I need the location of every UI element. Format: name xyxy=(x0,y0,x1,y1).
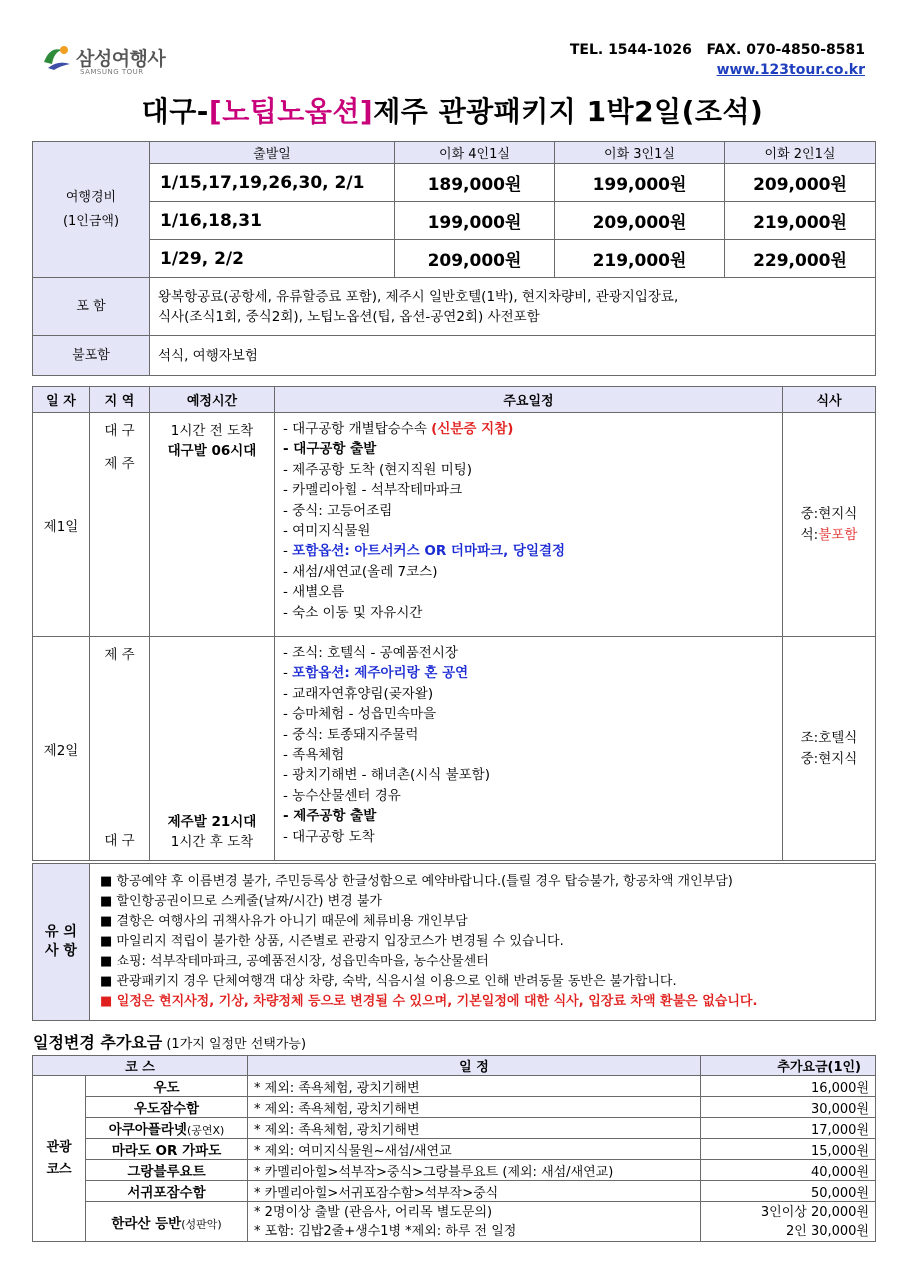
schedule-item: - 대구공항 도착 xyxy=(283,828,375,845)
course-name: 그랑블루요트 xyxy=(127,1164,206,1180)
extras-schedule: * 카멜리아힐>석부작>중식>그랑블루요트 (제외: 새섬/새연교) xyxy=(248,1160,701,1181)
extras-price: 40,000원 xyxy=(701,1160,876,1181)
day-label: 제2일 xyxy=(33,637,90,861)
include-line2: 식사(조식1회, 중식2회), 노팁노옵션(팁, 옵션-공연2회) 사전포함 xyxy=(158,308,540,325)
meal-excluded: 불포함 xyxy=(818,526,858,543)
day1-meals xyxy=(783,413,876,637)
course-note: (성판악) xyxy=(181,1217,222,1231)
region: 제 주 xyxy=(104,456,135,472)
extras-course xyxy=(86,1076,248,1097)
schedule-text: - 대구공항 개별탑승수속 xyxy=(283,421,432,437)
header-meal: 식사 xyxy=(783,387,876,413)
extras-header-price: 추가요금(1인) xyxy=(701,1056,876,1076)
note-item: ■ 쇼핑: 석부작테마파크, 공예품전시장, 성읍민속마을, 농수산물센터 xyxy=(100,954,489,969)
extras-schedule: * 제외: 족욕체험, 광치기해변 xyxy=(248,1097,701,1118)
time: 1시간 후 도착 xyxy=(170,834,254,850)
schedule-warning: (신분증 지참) xyxy=(431,421,514,437)
notes-label xyxy=(33,864,90,1021)
meal-prefix: 석: xyxy=(800,526,819,543)
region: 대 구 xyxy=(104,423,135,439)
extras-category xyxy=(33,1076,86,1242)
extras-price: 50,000원 xyxy=(701,1181,876,1202)
schedule-option: 포함옵션: 아트서커스 OR 더마파크, 당일결정 xyxy=(292,543,566,560)
price-row xyxy=(33,240,876,278)
price-amount: 199,000원 xyxy=(395,202,555,240)
price-table xyxy=(32,141,876,376)
schedule-item: - 승마체험 - 성읍민속마을 xyxy=(283,706,437,723)
include-row xyxy=(33,278,876,336)
price-dates: 1/15,17,19,26,30, 2/1 xyxy=(150,164,395,202)
title-post: 제주 관광패키지 1박2일(조석) xyxy=(373,95,764,128)
brand-sub: SAMSUNG TOUR xyxy=(80,68,144,76)
website-link[interactable]: www.123tour.co.kr xyxy=(716,62,865,78)
course-name: 우도잠수함 xyxy=(133,1101,200,1117)
brand-logo xyxy=(40,40,180,80)
extras-schedule: * 제외: 족욕체험, 광치기해변 xyxy=(248,1118,701,1139)
extras-title-note: (1가지 일정만 선택가능) xyxy=(162,1037,307,1052)
tel: TEL. 1544-1026 xyxy=(569,42,692,58)
extras-title xyxy=(33,1030,306,1053)
extras-price: 15,000원 xyxy=(701,1139,876,1160)
price-label-line1: 여행경비 xyxy=(65,189,117,205)
itinerary-header-row xyxy=(33,387,876,413)
schedule-item: - 제주공항 도착 (현지직원 미팅) xyxy=(283,461,473,478)
header-time: 예정시간 xyxy=(150,387,275,413)
extras-course xyxy=(86,1097,248,1118)
extras-schedule xyxy=(248,1202,701,1242)
schedule-item: - 농수산물센터 경유 xyxy=(283,787,401,804)
schedule-option: 포함옵션: 제주아리랑 혼 공연 xyxy=(292,665,469,682)
extras-header-schedule: 일 정 xyxy=(248,1056,701,1076)
price-dates: 1/29, 2/2 xyxy=(150,240,395,278)
meal xyxy=(783,525,875,546)
fax: FAX. 070-4850-8581 xyxy=(706,42,865,58)
course-note: (공연X) xyxy=(186,1124,225,1137)
time: 1시간 전 도착 xyxy=(170,423,254,439)
price-header-4: 이화 4인1실 xyxy=(395,142,555,164)
price-amount: 219,000원 xyxy=(555,240,725,278)
price-amount: 219,000원 xyxy=(725,202,876,240)
schedule-item: - 숙소 이동 및 자유시간 xyxy=(283,604,423,621)
extras-header-course: 코 스 xyxy=(33,1056,248,1076)
include-label: 포 함 xyxy=(33,278,150,336)
notes-label-line2: 사 항 xyxy=(45,943,77,959)
price-dates: 1/16,18,31 xyxy=(150,202,395,240)
extras-row xyxy=(33,1097,876,1118)
include-line1: 왕복항공료(공항세, 유류할증료 포함), 제주시 일반호텔(1박), 현지차량비, 관광지입장료, xyxy=(158,288,679,305)
title-highlight: [노팁노옵션] xyxy=(208,95,374,128)
day1-times xyxy=(150,413,275,637)
notes-table xyxy=(32,863,876,1021)
extras-row xyxy=(33,1160,876,1181)
time: 제주발 21시대 xyxy=(167,814,257,830)
extras-price: 16,000원 xyxy=(701,1076,876,1097)
schedule-item xyxy=(283,663,774,683)
day2-schedule xyxy=(275,637,783,861)
itinerary-table xyxy=(32,386,876,861)
price-row xyxy=(33,202,876,240)
course-name: 마라도 OR 가파도 xyxy=(111,1143,222,1159)
extras-row xyxy=(33,1139,876,1160)
price-header-2: 이화 2인1실 xyxy=(725,142,876,164)
extras-header-row xyxy=(33,1056,876,1076)
exclude-text: 석식, 여행자보험 xyxy=(150,336,876,376)
extras-schedule: * 제외: 족욕체험, 광치기해변 xyxy=(248,1076,701,1097)
extras-price: 17,000원 xyxy=(701,1118,876,1139)
price-header-row xyxy=(33,142,876,164)
notes-content xyxy=(90,864,876,1021)
day-label: 제1일 xyxy=(33,413,90,637)
extras-row xyxy=(33,1181,876,1202)
course-name: 서귀포잠수함 xyxy=(127,1185,206,1201)
title-pre: 대구- xyxy=(141,95,209,128)
extras-row xyxy=(33,1118,876,1139)
time: 대구발 06시대 xyxy=(167,443,257,459)
meal: 중:현지식 xyxy=(800,750,858,767)
day1-regions xyxy=(90,413,150,637)
region: 대 구 xyxy=(104,833,135,849)
category-line1: 관광 xyxy=(46,1139,72,1155)
header-schedule: 주요일정 xyxy=(275,387,783,413)
price-header-date: 출발일 xyxy=(150,142,395,164)
region: 제 주 xyxy=(104,647,135,663)
extras-course xyxy=(86,1181,248,1202)
course-name: 우도 xyxy=(153,1080,180,1096)
brand-name: 삼성여행사 xyxy=(76,48,166,70)
schedule-item: - 여미지식물원 xyxy=(283,523,371,540)
extras-schedule: * 제외: 여미지식물원~새섬/새연교 xyxy=(248,1139,701,1160)
schedule-item: - 중식: 고등어조림 xyxy=(283,502,393,519)
header-day: 일 자 xyxy=(33,387,90,413)
notes-row xyxy=(33,864,876,1021)
day2-meals xyxy=(783,637,876,861)
price-amount: 209,000원 xyxy=(725,164,876,202)
exclude-label: 불포함 xyxy=(33,336,150,376)
note-item: ■ 결항은 여행사의 귀책사유가 아니기 때문에 체류비용 개인부담 xyxy=(100,914,468,929)
exclude-row xyxy=(33,336,876,376)
schedule-item: - 중식: 토종돼지주물럭 xyxy=(283,726,419,743)
price-header-3: 이화 3인1실 xyxy=(555,142,725,164)
note-item: ■ 마일리지 적립이 불가한 상품, 시즌별로 관광지 입장코스가 변경될 수 있습니다. xyxy=(100,934,564,949)
extras-row xyxy=(33,1076,876,1097)
include-text xyxy=(150,278,876,336)
extras-row-halla xyxy=(33,1202,876,1242)
schedule-item xyxy=(283,541,774,561)
price-amount: 189,000원 xyxy=(395,164,555,202)
day1-schedule xyxy=(275,413,783,637)
note-item: ■ 관광패키지 경우 단체여행객 대상 차량, 숙박, 식음시설 이용으로 인해 반려동물 동반은 불가합니다. xyxy=(100,974,677,989)
schedule-dash: - xyxy=(283,543,293,560)
course-name: 아쿠아플라넷 xyxy=(108,1122,187,1138)
price-label xyxy=(33,142,150,278)
day2-times xyxy=(150,637,275,861)
extras-price xyxy=(701,1202,876,1242)
price-amount: 209,000원 xyxy=(395,240,555,278)
price-row xyxy=(33,164,876,202)
course-name: 한라산 등반 xyxy=(111,1215,182,1232)
meal: 조:호텔식 xyxy=(800,729,858,746)
schedule-item: - 광치기해변 - 해녀촌(시식 불포함) xyxy=(283,767,490,784)
day2-time-block xyxy=(150,812,274,852)
day2-regions xyxy=(90,637,150,861)
day1-row xyxy=(33,413,876,637)
note-item-warning: ■ 일정은 현지사정, 기상, 차량정체 등으로 변경될 수 있으며, 기본일정에 대한 식사, 입장료 차액 환불은 없습니다. xyxy=(100,994,758,1009)
notes-label-line1: 유 의 xyxy=(45,924,77,940)
extras-course xyxy=(86,1118,248,1139)
price-label-line2: (1인금액) xyxy=(62,213,120,229)
schedule-dash: - xyxy=(283,665,293,682)
price-line: 3인이상 20,000원 xyxy=(760,1204,869,1220)
schedule-item: - 대구공항 출발 xyxy=(283,441,377,458)
page-title xyxy=(0,90,905,130)
schedule-line: * 포함: 김밥2줄+생수1병 *제외: 하루 전 일정 xyxy=(254,1223,517,1239)
schedule-item: - 새별오름 xyxy=(283,584,345,601)
day2-row xyxy=(33,637,876,861)
price-amount: 199,000원 xyxy=(555,164,725,202)
brand-logo-icon xyxy=(40,42,74,72)
extras-course xyxy=(86,1160,248,1181)
extras-title-text: 일정변경 추가요금 xyxy=(33,1033,163,1052)
schedule-item: - 새섬/새연교(올레 7코스) xyxy=(283,563,438,580)
schedule-item: - 교래자연휴양림(곶자왈) xyxy=(283,685,434,702)
extras-table xyxy=(32,1055,876,1242)
extras-course xyxy=(86,1202,248,1242)
meal: 중:현지식 xyxy=(800,505,858,522)
category-line2: 코스 xyxy=(46,1161,72,1177)
schedule-item: - 제주공항 출발 xyxy=(283,808,377,825)
extras-schedule: * 카멜리아힐>서귀포잠수함>석부작>중식 xyxy=(248,1181,701,1202)
contact-info xyxy=(570,40,865,80)
header-region: 지 역 xyxy=(90,387,150,413)
schedule-line: * 2명이상 출발 (관음사, 어리목 별도문의) xyxy=(254,1204,493,1220)
price-amount: 229,000원 xyxy=(725,240,876,278)
extras-price: 30,000원 xyxy=(701,1097,876,1118)
note-item: ■ 항공예약 후 이름변경 불가, 주민등록상 한글성함으로 예약바랍니다.(틀릴 경우 탑승불가, 항공차액 개인부담) xyxy=(100,874,733,889)
schedule-item: - 조식: 호텔식 - 공예품전시장 xyxy=(283,645,458,661)
schedule-item: - 족욕체험 xyxy=(283,747,345,764)
note-item: ■ 할인항공권이므로 스케줄(날짜/시간) 변경 불가 xyxy=(100,894,382,909)
price-line: 2인 30,000원 xyxy=(785,1223,869,1239)
extras-course xyxy=(86,1139,248,1160)
price-amount: 209,000원 xyxy=(555,202,725,240)
schedule-item: - 카멜리아힐 - 석부작테마파크 xyxy=(283,482,463,499)
schedule-item xyxy=(283,419,774,439)
